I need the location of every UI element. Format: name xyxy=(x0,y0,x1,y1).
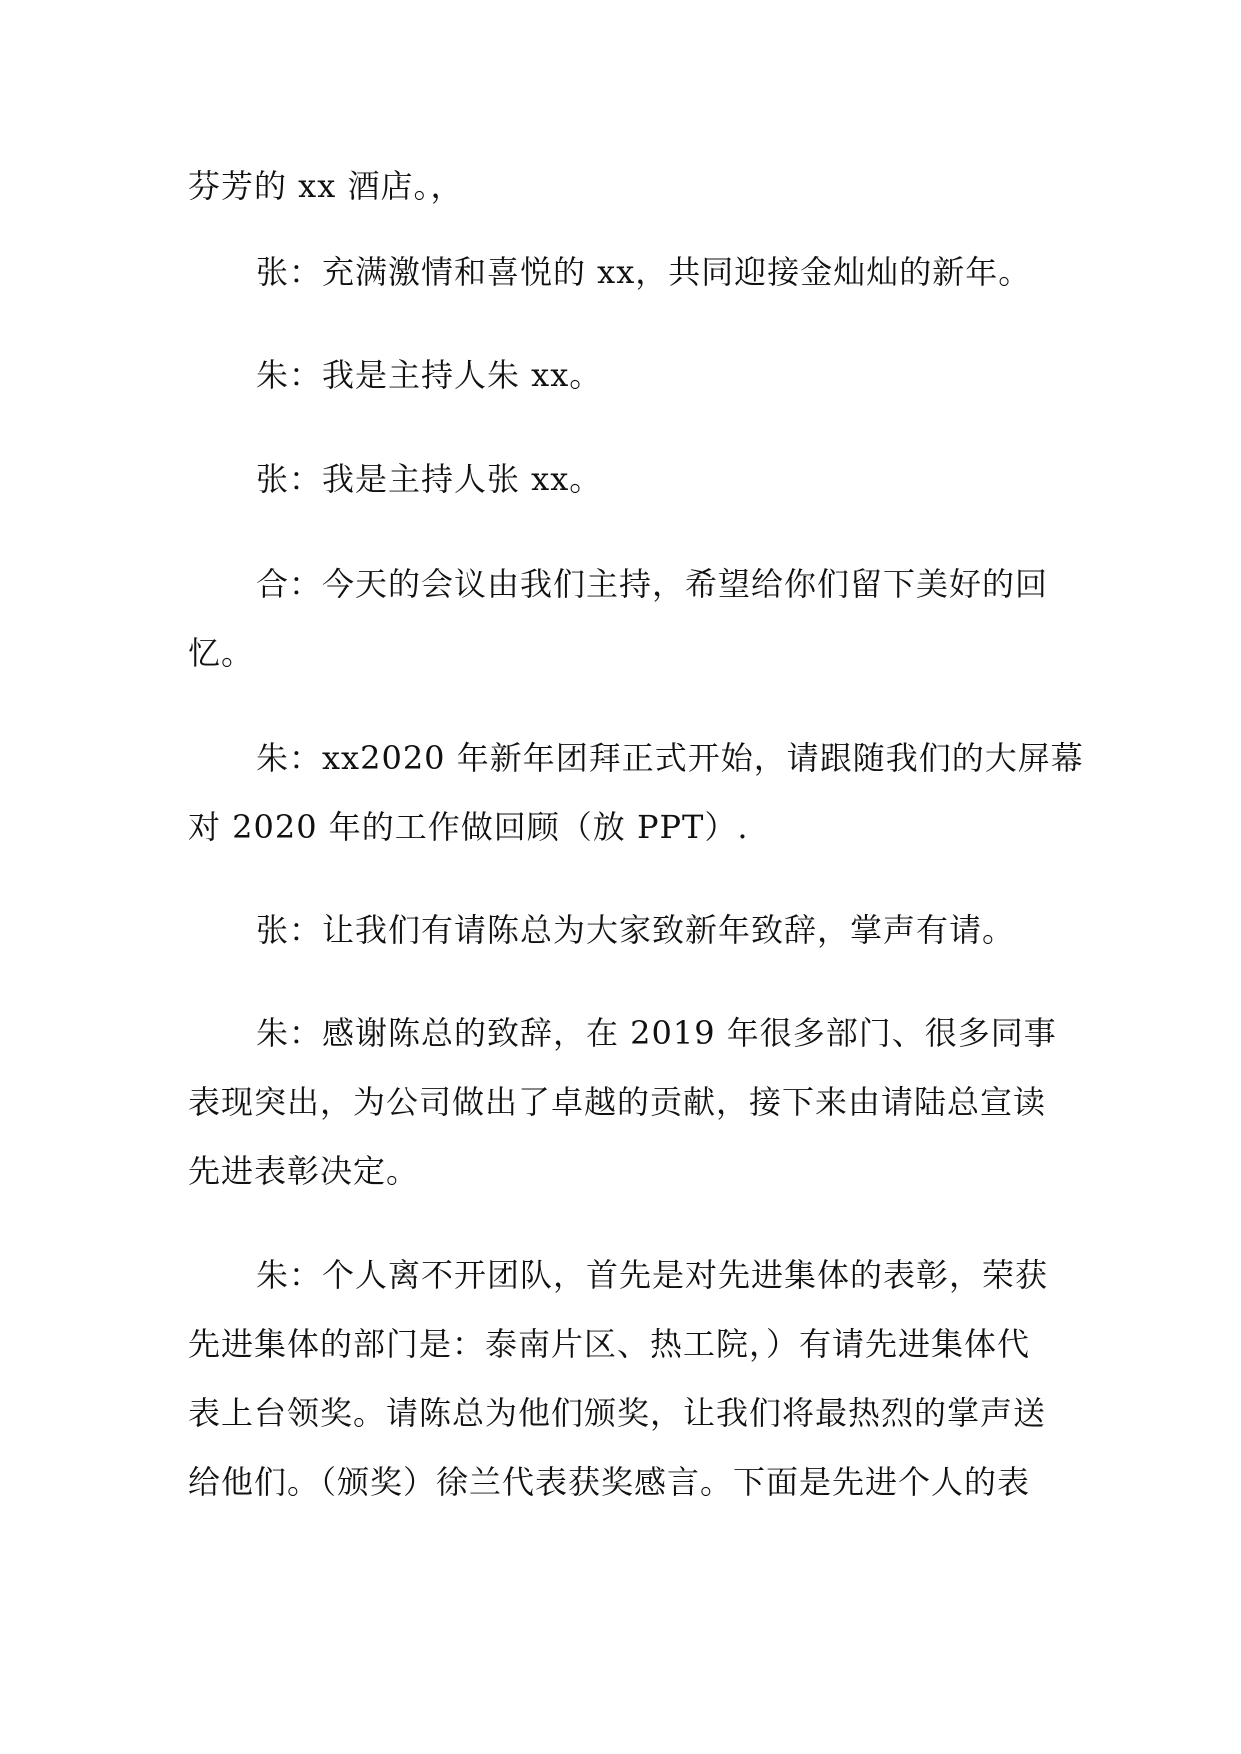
text-line: 对 2020 年的工作做回顾（放 PPT）. xyxy=(188,808,749,846)
text-line: 表上台领奖。请陈总为他们颁奖，让我们将最热烈的掌声送 xyxy=(188,1394,1047,1432)
text-line: 张：我是主持人张 xx。 xyxy=(256,460,603,498)
text-line: 朱：个人离不开团队，首先是对先进集体的表彰，荣获 xyxy=(256,1256,1049,1294)
paragraph-7 xyxy=(188,896,1060,965)
text-line: 先进表彰决定。 xyxy=(188,1152,420,1190)
text-line: 朱：感谢陈总的致辞，在 2019 年很多部门、很多同事 xyxy=(256,1014,1057,1052)
text-line: 合：今天的会议由我们主持，希望给你们留下美好的回 xyxy=(256,565,1049,603)
paragraph-9 xyxy=(188,1241,1060,1517)
text-line: 张：充满激情和喜悦的 xx，共同迎接金灿灿的新年。 xyxy=(256,253,1032,291)
text-line: 忆。 xyxy=(188,634,255,672)
paragraph-2 xyxy=(188,238,1060,307)
text-line: 表现突出，为公司做出了卓越的贡献，接下来由请陆总宣读 xyxy=(188,1083,1047,1121)
text-line: 芬芳的 xx 酒店。， xyxy=(188,167,464,205)
paragraph-5 xyxy=(188,550,1060,688)
paragraph-3 xyxy=(188,341,1060,410)
paragraph-8 xyxy=(188,999,1060,1206)
text-line: 朱：xx2020 年新年团拜正式开始，请跟随我们的大屏幕 xyxy=(256,739,1084,777)
paragraph-6 xyxy=(188,724,1084,862)
text-line: 朱：我是主持人朱 xx。 xyxy=(256,356,603,394)
text-line: 给他们。（颁奖）徐兰代表获奖感言。下面是先进个人的表 xyxy=(188,1463,1031,1501)
text-line: 先进集体的部门是：泰南片区、热工院，）有请先进集体代 xyxy=(188,1325,1031,1363)
paragraph-1 xyxy=(188,152,1060,221)
paragraph-4 xyxy=(188,445,1060,514)
text-line: 张：让我们有请陈总为大家致新年致辞，掌声有请。 xyxy=(256,911,1016,949)
